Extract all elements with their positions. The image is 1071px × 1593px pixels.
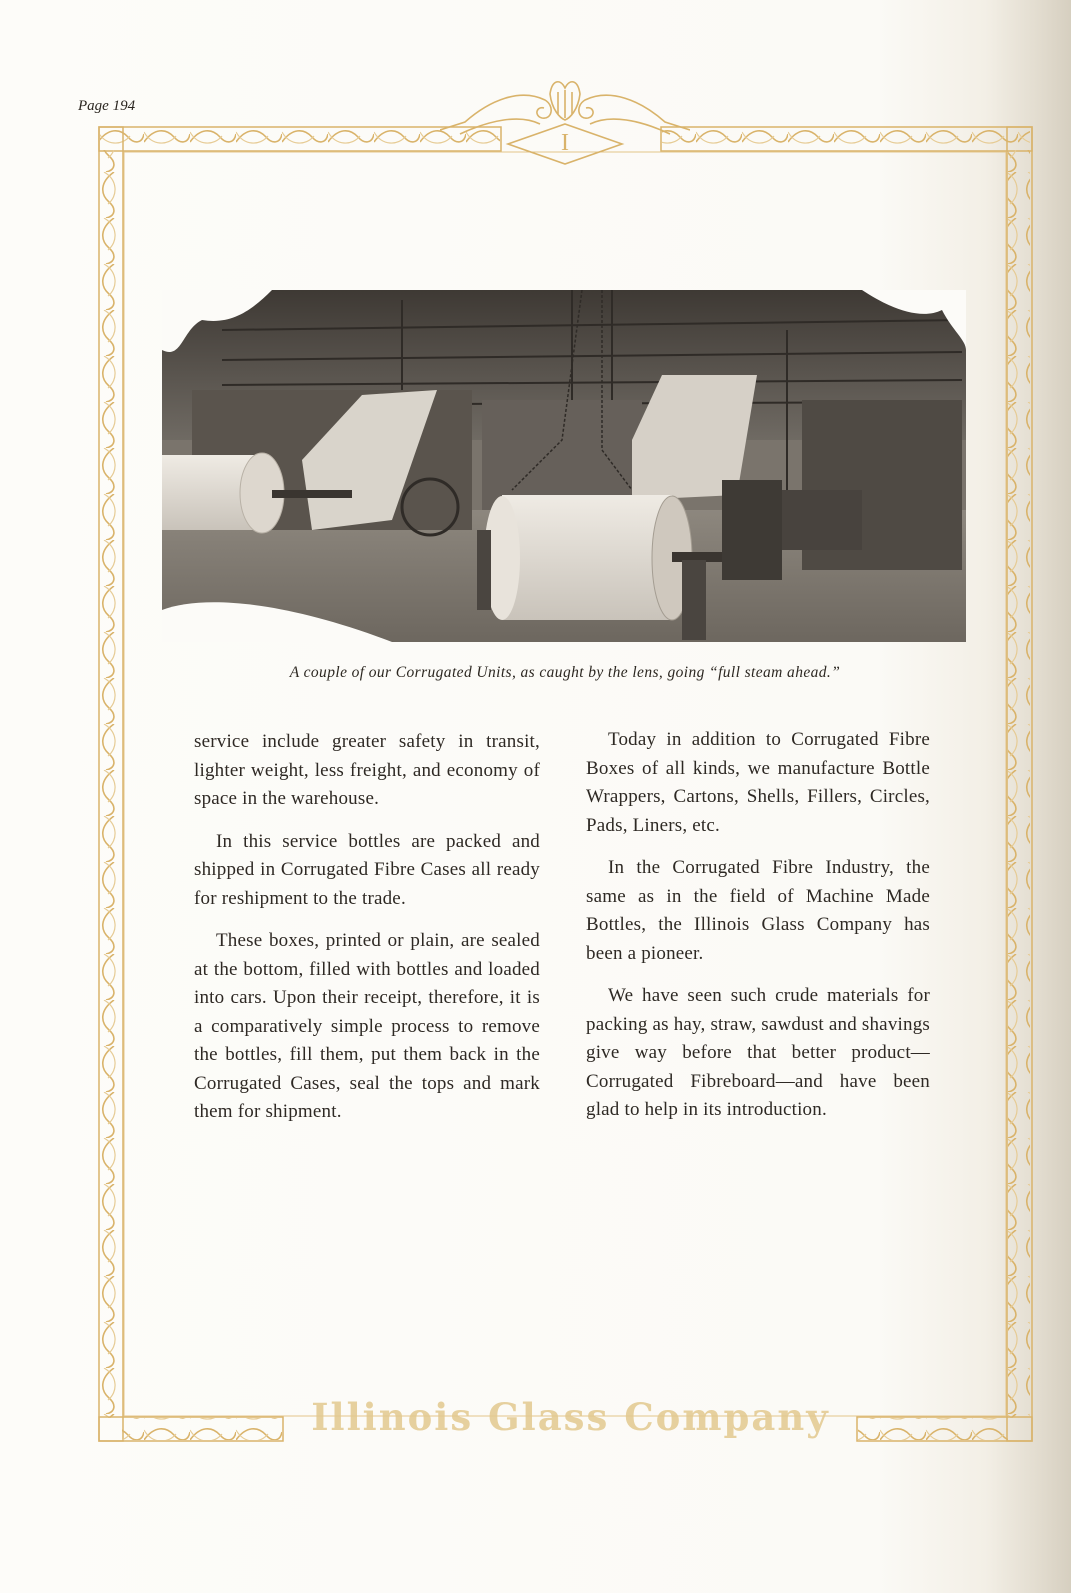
paragraph: Today in addition to Corrugated Fibre Boxes of all kinds, we manufacture Bottle Wrappers, Cartons, Shells, Fillers, Circles, Pads, Liners, etc. bbox=[586, 729, 930, 836]
emblem-letter: I bbox=[561, 130, 569, 156]
photo-caption: A couple of our Corrugated Units, as caught by the lens, going “full steam ahead.” bbox=[289, 664, 841, 681]
footer-company-logo: Illinois Glass Company bbox=[311, 1395, 830, 1439]
right-column bbox=[586, 726, 930, 1139]
left-column bbox=[194, 728, 540, 1141]
factory-photo bbox=[162, 290, 966, 642]
page-number: Page 194 bbox=[78, 98, 136, 114]
paragraph: We have seen such crude materials for packing as hay, straw, sawdust and shavings give way before that better product—Corrugated Fibreboard—and have been glad to help in its introduction. bbox=[586, 985, 930, 1120]
top-ornament bbox=[440, 70, 690, 170]
paragraph: service include greater safety in transit, lighter weight, less freight, and economy of space in the warehouse. bbox=[194, 731, 540, 809]
paragraph: These boxes, printed or plain, are sealed at the bottom, filled with bottles and loaded into cars. Upon their receipt, therefore, it is a comparatively simple process to remove the bottles, fill them, put them back in the Corrugated Cases, seal the tops and mark them for shipment. bbox=[194, 930, 540, 1122]
paragraph: In the Corrugated Fibre Industry, the same as in the field of Machine Made Bottles, the Illinois Glass Company has been a pioneer. bbox=[586, 857, 930, 964]
paragraph: In this service bottles are packed and shipped in Corrugated Fibre Cases all ready for reshipment to the trade. bbox=[194, 830, 540, 909]
